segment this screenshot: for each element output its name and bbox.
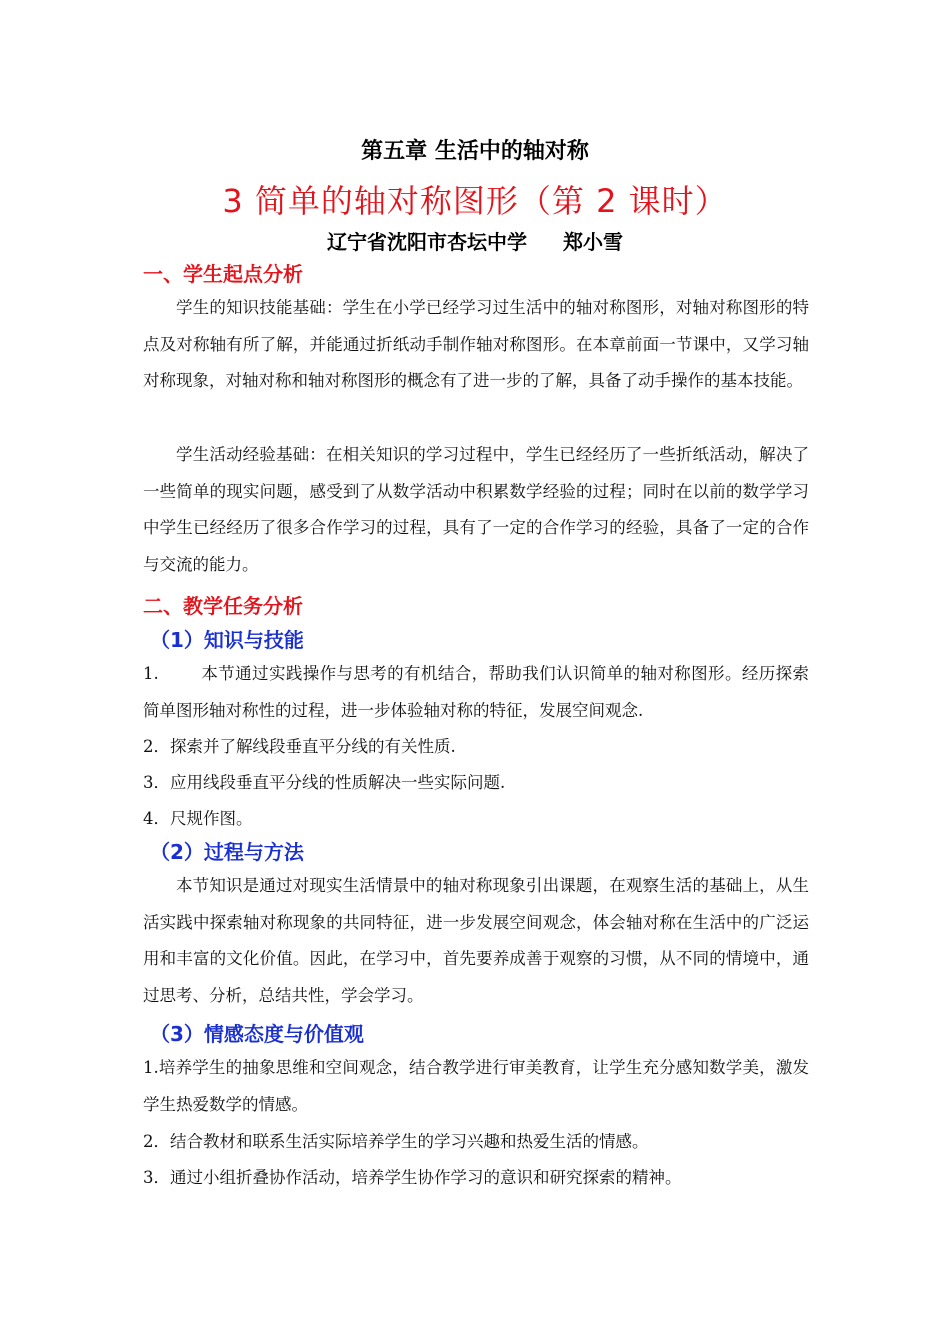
- list-item: 1.培养学生的抽象思维和空间观念，结合教学进行审美教育，让学生充分感知数学美，激发学生热爱数学的情感。: [143, 1058, 809, 1114]
- paragraph-activity-basis: 学生活动经验基础：在相关知识的学习过程中，学生已经经历了一些折纸活动，解决了一些简单的现实问题，感受到了从数学活动中积累数学经验的过程；同时在以前的数学学习中学生已经经历了很多合作学习的过程，具有了一定的合作学习的经验，具备了一定的合作与交流的能力。: [143, 445, 809, 574]
- paragraph-knowledge-basis: 学生的知识技能基础：学生在小学已经学习过生活中的轴对称图形，对轴对称图形的特点及对称轴有所了解，并能通过折纸动手制作轴对称图形。在本章前面一节课中，又学习轴对称现象，对轴对称和轴对称图形的概念有了进一步的了解，具备了动手操作的基本技能。: [143, 298, 809, 390]
- list-item: 2．结合教材和联系生活实际培养学生的学习兴趣和热爱生活的情感。: [143, 1132, 649, 1151]
- author-name: 郑小雪: [563, 230, 623, 254]
- list-number: 1.: [143, 664, 159, 683]
- list-item: [143, 656, 809, 729]
- list-item: 3．通过小组折叠协作活动，培养学生协作学习的意识和研究探索的精神。: [143, 1168, 682, 1187]
- subheading-process-methods: （2）过程与方法: [150, 840, 304, 864]
- paragraph-process-methods: 本节知识是通过对现实生活情景中的轴对称现象引出课题，在观察生活的基础上，从生活实践中探索轴对称现象的共同特征，进一步发展空间观念，体会轴对称在生活中的广泛运用和丰富的文化价值。因此，在学习中，首先要养成善于观察的习惯，从不同的情境中，通过思考、分析，总结共性，学会学习。: [143, 876, 809, 1005]
- author-line: [0, 226, 950, 255]
- list-item: 2．探索并了解线段垂直平分线的有关性质.: [143, 737, 456, 756]
- subheading-knowledge-skills: （1）知识与技能: [150, 628, 304, 652]
- section-heading-task-analysis: 二、教学任务分析: [143, 594, 303, 618]
- section-heading-start-analysis: 一、学生起点分析: [143, 262, 303, 286]
- lesson-title: 3 简单的轴对称图形（第 2 课时）: [222, 182, 728, 220]
- list-item: 4．尺规作图。: [143, 809, 253, 828]
- chapter-title: 第五章 生活中的轴对称: [361, 139, 589, 164]
- school-name: 辽宁省沈阳市杏坛中学: [327, 230, 527, 254]
- list-item: 3．应用线段垂直平分线的性质解决一些实际问题.: [143, 773, 506, 792]
- subheading-attitudes-values: （3）情感态度与价值观: [150, 1022, 364, 1046]
- list-item-text: 本节通过实践操作与思考的有机结合，帮助我们认识简单的轴对称图形。经历探索简单图形轴对称性的过程，进一步体验轴对称的特征，发展空间观念.: [143, 664, 809, 720]
